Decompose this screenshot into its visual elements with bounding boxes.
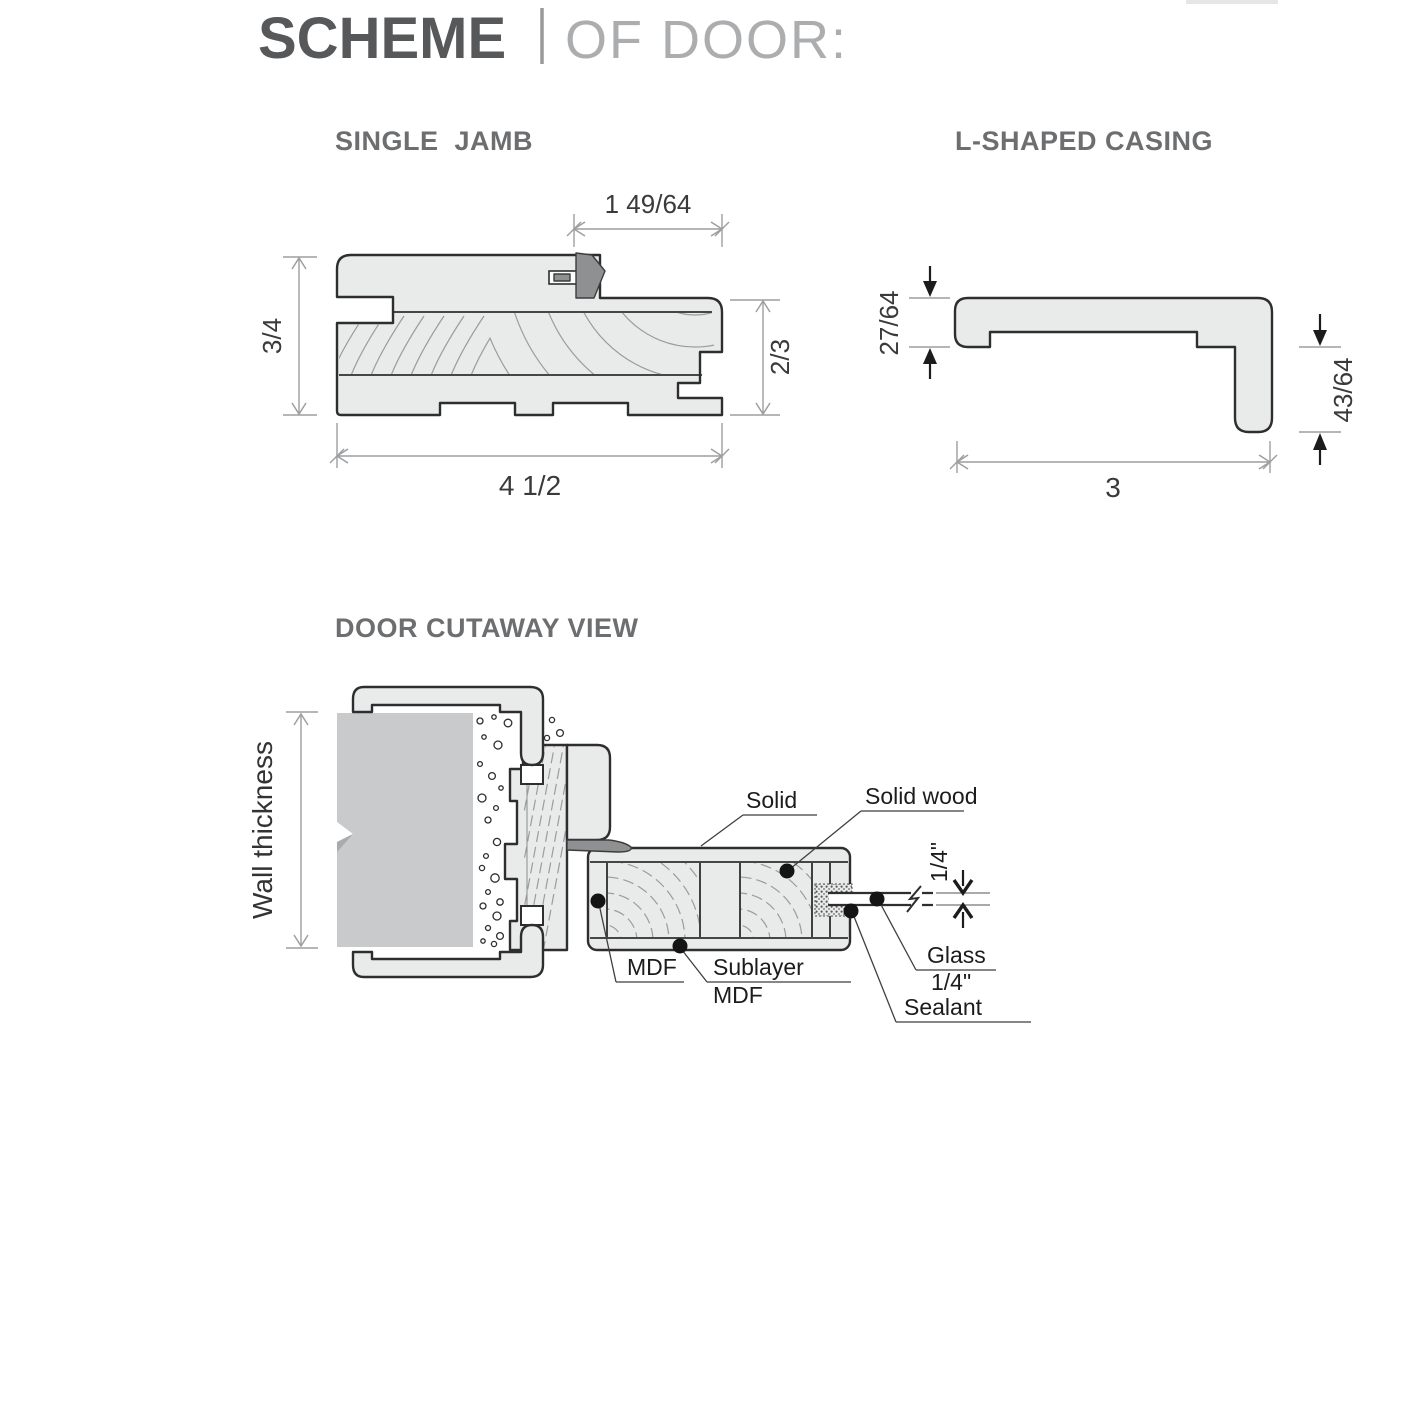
cropped-artifact (1186, 0, 1278, 4)
dim-jamb-bottom-value: 4 1/2 (498, 470, 562, 501)
cutaway-section (247, 613, 1031, 1069)
dim-jamb-left (257, 257, 317, 415)
label-sublayer-line2: MDF (713, 982, 763, 1008)
dim-casing-left-value: 27/64 (874, 290, 904, 356)
dim-jamb-right (730, 300, 795, 415)
dim-wall-thickness (247, 712, 318, 948)
label-glass-line2: 1/4" (931, 969, 972, 995)
label-solid: Solid (746, 787, 798, 813)
header (258, 0, 1278, 71)
dim-jamb-top (567, 189, 729, 247)
dim-casing-left (874, 266, 950, 379)
dim-casing-right (1299, 314, 1358, 465)
dim-jamb-top-value: 1 49/64 (604, 189, 692, 219)
single-jamb-heading: SINGLE JAMB (335, 126, 534, 156)
door-stop (567, 745, 610, 840)
page-title-primary: SCHEME (258, 6, 507, 71)
callout-solid (701, 787, 817, 846)
callout-glass (870, 892, 997, 996)
dim-casing-right-value: 43/64 (1328, 357, 1358, 423)
wall (337, 713, 473, 947)
top-leg-gap (521, 765, 543, 784)
wall-thickness-label: Wall thickness (247, 741, 278, 919)
dim-casing-bottom-value: 3 (1105, 472, 1121, 503)
label-sublayer-line1: Sublayer (713, 954, 804, 980)
label-mdf: MDF (627, 954, 677, 980)
l-casing-profile (955, 298, 1272, 432)
dim-jamb-right-value: 2/3 (765, 338, 795, 376)
cutaway-heading: DOOR CUTAWAY VIEW (335, 613, 639, 643)
dim-casing-bottom (950, 441, 1277, 503)
dim-glass-gap-value: 1/4" (926, 841, 952, 883)
dim-glass-gap (926, 842, 990, 928)
label-solid-wood: Solid wood (865, 783, 978, 809)
label-sealant: Sealant (904, 994, 983, 1020)
l-casing-section (874, 126, 1358, 503)
cutaway-seal (567, 840, 631, 852)
l-casing-heading: L-SHAPED CASING (955, 126, 1214, 156)
dim-jamb-left-value: 3/4 (257, 317, 287, 355)
single-jamb-profile (337, 255, 722, 415)
page-title-secondary: OF DOOR: (565, 10, 848, 70)
label-glass-line1: Glass (927, 942, 986, 968)
bottom-leg-gap (521, 906, 543, 925)
single-jamb-section (257, 0, 1045, 603)
dim-jamb-bottom (330, 423, 729, 501)
